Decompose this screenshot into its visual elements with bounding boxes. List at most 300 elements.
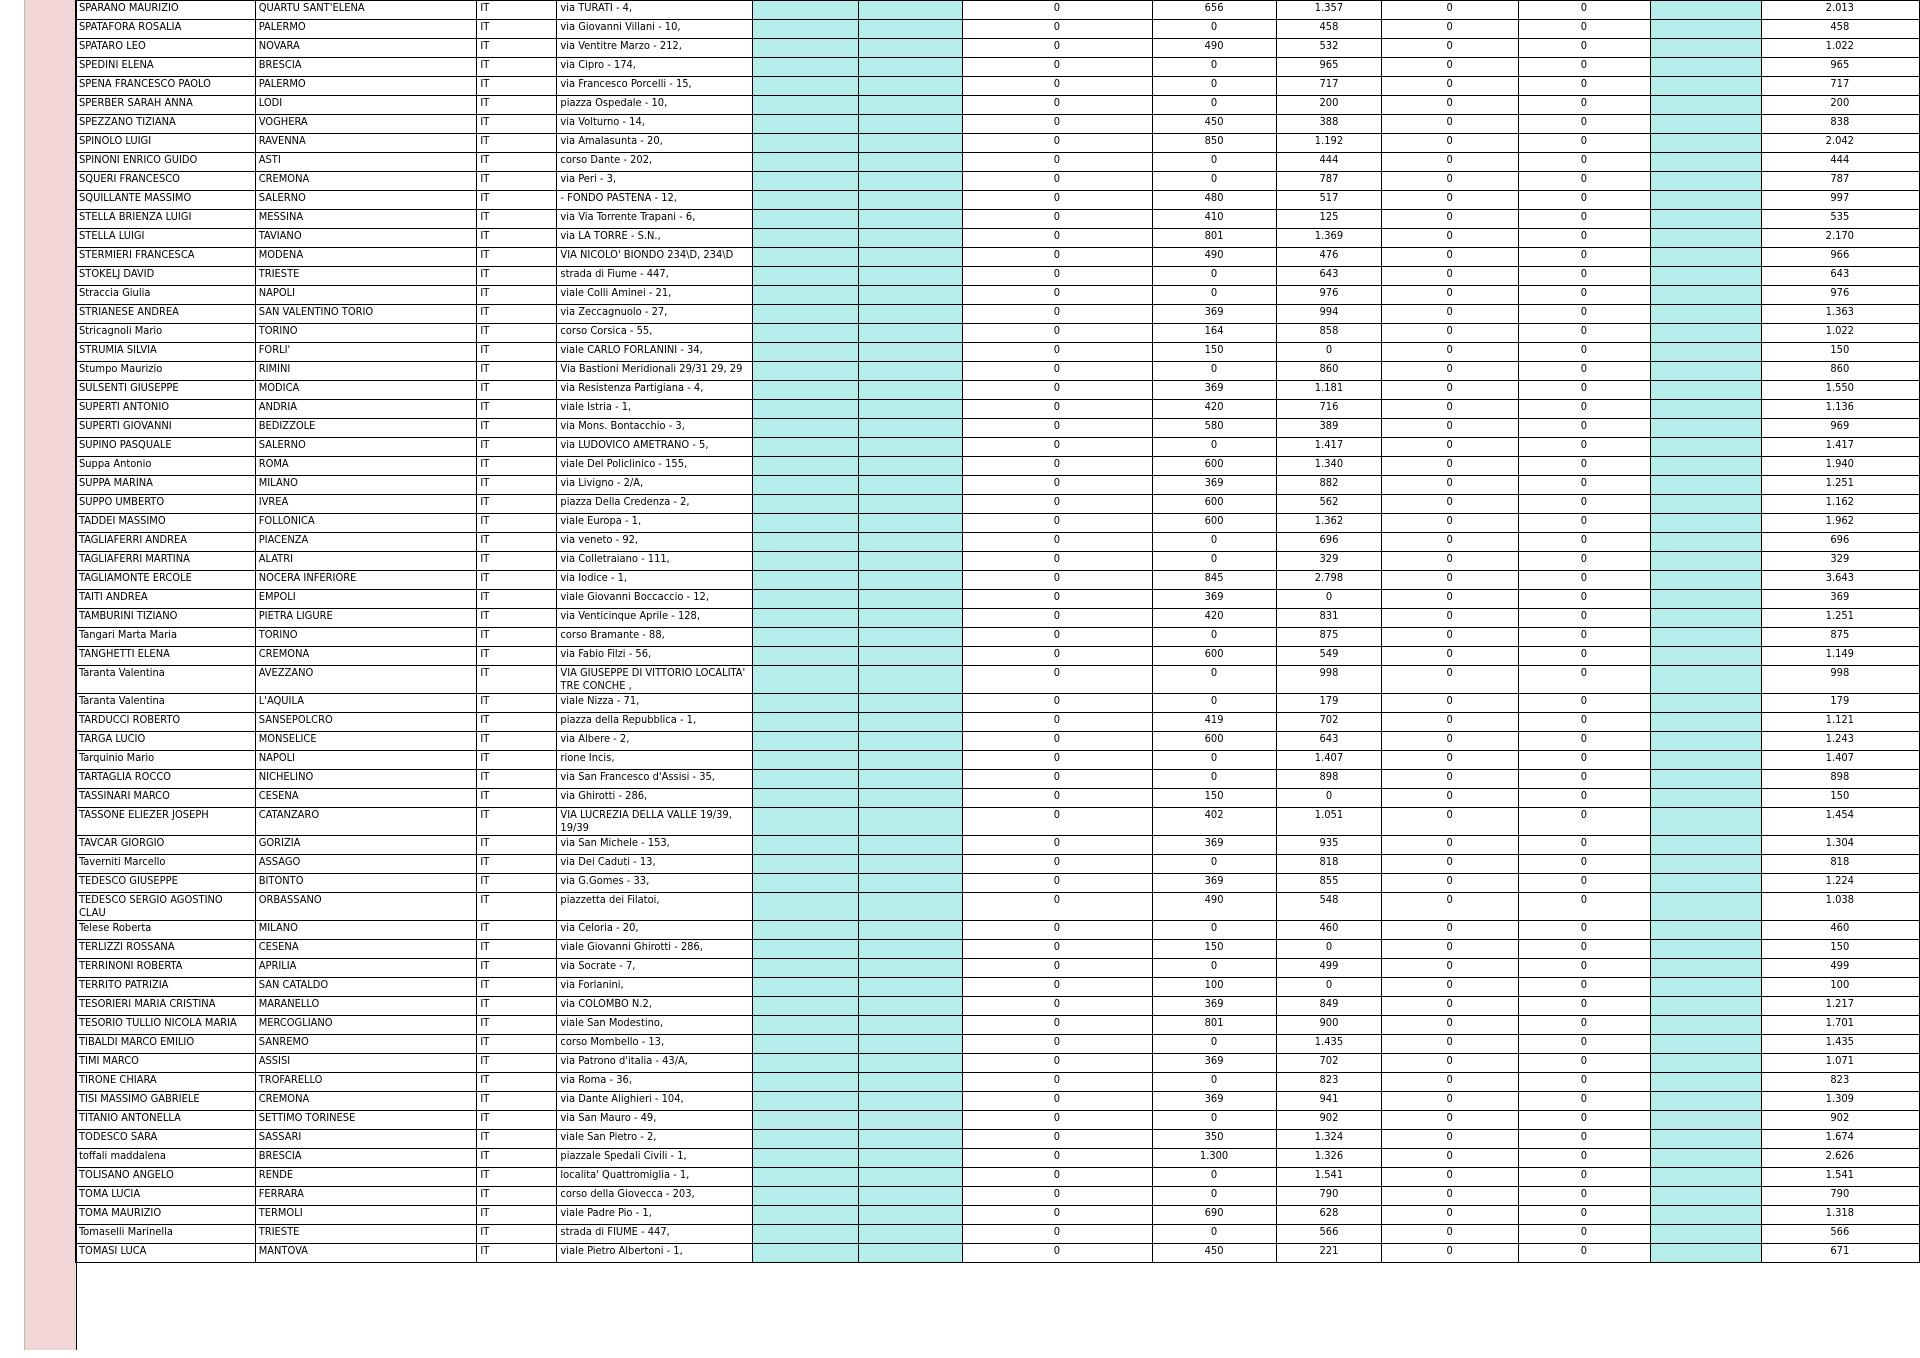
cell-highlight: [1651, 210, 1762, 229]
cell-highlight: [752, 997, 858, 1016]
cell-total: 1.454: [1761, 808, 1919, 836]
cell-country: IT: [477, 1035, 557, 1054]
cell-total: 1.962: [1761, 514, 1919, 533]
cell-value-b: 0: [1152, 1035, 1277, 1054]
cell-address: via Colletraiano - 111,: [557, 552, 752, 571]
cell-highlight: [1651, 590, 1762, 609]
cell-value-e: 0: [1518, 1244, 1650, 1263]
cell-value-d: 0: [1382, 1225, 1518, 1244]
cell-highlight: [1651, 1054, 1762, 1073]
cell-value-b: 420: [1152, 400, 1277, 419]
cell-value-e: 0: [1518, 855, 1650, 874]
cell-highlight: [1651, 571, 1762, 590]
cell-value-a: 0: [963, 921, 1153, 940]
cell-address: viale Giovanni Boccaccio - 12,: [557, 590, 752, 609]
cell-value-a: 0: [963, 713, 1153, 732]
cell-highlight: [1651, 495, 1762, 514]
cell-highlight: [1651, 732, 1762, 751]
table-row: [76, 1035, 1920, 1054]
cell-name: SQUILLANTE MASSIMO: [76, 191, 256, 210]
cell-city: BITONTO: [255, 874, 477, 893]
cell-name: SUPPA MARINA: [76, 476, 256, 495]
cell-highlight: [858, 940, 963, 959]
cell-value-b: 0: [1152, 533, 1277, 552]
table-row: [76, 419, 1920, 438]
cell-value-e: 0: [1518, 874, 1650, 893]
cell-value-e: 0: [1518, 96, 1650, 115]
cell-highlight: [752, 96, 858, 115]
cell-value-e: 0: [1518, 1073, 1650, 1092]
cell-address: via veneto - 92,: [557, 533, 752, 552]
cell-value-e: 0: [1518, 495, 1650, 514]
cell-city: TROFARELLO: [255, 1073, 477, 1092]
cell-value-c: 702: [1277, 1054, 1382, 1073]
cell-highlight: [1651, 959, 1762, 978]
cell-value-b: 420: [1152, 609, 1277, 628]
cell-country: IT: [477, 495, 557, 514]
cell-value-d: 0: [1382, 959, 1518, 978]
cell-value-c: 476: [1277, 248, 1382, 267]
cell-total: 787: [1761, 172, 1919, 191]
cell-highlight: [752, 419, 858, 438]
cell-value-a: 0: [963, 1054, 1153, 1073]
cell-value-d: 0: [1382, 552, 1518, 571]
cell-highlight: [858, 1187, 963, 1206]
cell-city: TRIESTE: [255, 1225, 477, 1244]
cell-total: 717: [1761, 77, 1919, 96]
cell-address: via Resistenza Partigiana - 4,: [557, 381, 752, 400]
cell-value-e: 0: [1518, 343, 1650, 362]
cell-value-e: 0: [1518, 153, 1650, 172]
cell-highlight: [858, 732, 963, 751]
cell-value-e: 0: [1518, 590, 1650, 609]
cell-highlight: [1651, 808, 1762, 836]
cell-name: TARTAGLIA ROCCO: [76, 770, 256, 789]
cell-city: NOCERA INFERIORE: [255, 571, 477, 590]
cell-name: TEDESCO GIUSEPPE: [76, 874, 256, 893]
table-row: [76, 153, 1920, 172]
cell-value-e: 0: [1518, 229, 1650, 248]
cell-country: IT: [477, 789, 557, 808]
cell-total: 1.701: [1761, 1016, 1919, 1035]
cell-name: SPATARO LEO: [76, 39, 256, 58]
cell-value-b: 369: [1152, 874, 1277, 893]
cell-value-d: 0: [1382, 229, 1518, 248]
cell-highlight: [858, 305, 963, 324]
cell-total: 2.170: [1761, 229, 1919, 248]
cell-value-a: 0: [963, 77, 1153, 96]
cell-value-d: 0: [1382, 457, 1518, 476]
cell-address: corso Mombello - 13,: [557, 1035, 752, 1054]
cell-highlight: [858, 191, 963, 210]
cell-value-d: 0: [1382, 1130, 1518, 1149]
cell-name: STELLA BRIENZA LUIGI: [76, 210, 256, 229]
cell-total: 838: [1761, 115, 1919, 134]
cell-address: piazza Ospedale - 10,: [557, 96, 752, 115]
cell-value-b: 0: [1152, 694, 1277, 713]
cell-country: IT: [477, 191, 557, 210]
cell-highlight: [752, 940, 858, 959]
cell-value-d: 0: [1382, 1187, 1518, 1206]
cell-city: TAVIANO: [255, 229, 477, 248]
cell-city: BEDIZZOLE: [255, 419, 477, 438]
cell-highlight: [858, 229, 963, 248]
cell-highlight: [1651, 666, 1762, 694]
cell-highlight: [858, 210, 963, 229]
cell-value-e: 0: [1518, 751, 1650, 770]
cell-value-c: 2.798: [1277, 571, 1382, 590]
cell-country: IT: [477, 1149, 557, 1168]
cell-name: TOMASI LUCA: [76, 1244, 256, 1263]
cell-address: VIA NICOLO' BIONDO 234\D, 234\D: [557, 248, 752, 267]
cell-value-a: 0: [963, 874, 1153, 893]
cell-address: via TURATI - 4,: [557, 1, 752, 20]
table-row: [76, 381, 1920, 400]
table-row: [76, 978, 1920, 997]
cell-total: 1.435: [1761, 1035, 1919, 1054]
cell-highlight: [1651, 1073, 1762, 1092]
cell-total: 200: [1761, 96, 1919, 115]
cell-highlight: [1651, 514, 1762, 533]
cell-highlight: [752, 1073, 858, 1092]
cell-highlight: [752, 732, 858, 751]
table-row: [76, 571, 1920, 590]
cell-value-e: 0: [1518, 305, 1650, 324]
cell-highlight: [1651, 96, 1762, 115]
cell-city: NOVARA: [255, 39, 477, 58]
cell-value-d: 0: [1382, 400, 1518, 419]
cell-value-b: 0: [1152, 172, 1277, 191]
table-row: [76, 343, 1920, 362]
cell-value-d: 0: [1382, 1, 1518, 20]
table-row: [76, 210, 1920, 229]
cell-value-d: 0: [1382, 1168, 1518, 1187]
cell-total: 179: [1761, 694, 1919, 713]
cell-total: 566: [1761, 1225, 1919, 1244]
cell-total: 1.417: [1761, 438, 1919, 457]
cell-highlight: [752, 628, 858, 647]
cell-city: L'AQUILA: [255, 694, 477, 713]
cell-city: CREMONA: [255, 1092, 477, 1111]
cell-highlight: [1651, 694, 1762, 713]
cell-value-b: 369: [1152, 1054, 1277, 1073]
cell-city: MARANELLO: [255, 997, 477, 1016]
cell-highlight: [1651, 1187, 1762, 1206]
cell-highlight: [752, 1035, 858, 1054]
left-margin-band: [24, 0, 77, 1350]
cell-value-d: 0: [1382, 514, 1518, 533]
table-row: [76, 457, 1920, 476]
cell-highlight: [858, 495, 963, 514]
table-row: [76, 1149, 1920, 1168]
cell-city: AVEZZANO: [255, 666, 477, 694]
cell-name: SPINOLO LUIGI: [76, 134, 256, 153]
cell-value-d: 0: [1382, 808, 1518, 836]
cell-city: BRESCIA: [255, 58, 477, 77]
cell-highlight: [1651, 978, 1762, 997]
table-row: [76, 1073, 1920, 1092]
cell-highlight: [752, 571, 858, 590]
table-row: [76, 533, 1920, 552]
cell-name: TAGLIAMONTE ERCOLE: [76, 571, 256, 590]
cell-highlight: [858, 978, 963, 997]
cell-value-e: 0: [1518, 1016, 1650, 1035]
cell-address: via Livigno - 2/A,: [557, 476, 752, 495]
cell-value-c: 898: [1277, 770, 1382, 789]
cell-name: STOKELJ DAVID: [76, 267, 256, 286]
cell-value-e: 0: [1518, 1225, 1650, 1244]
cell-country: IT: [477, 381, 557, 400]
cell-highlight: [1651, 343, 1762, 362]
cell-value-c: 221: [1277, 1244, 1382, 1263]
cell-value-d: 0: [1382, 893, 1518, 921]
cell-highlight: [1651, 305, 1762, 324]
cell-value-e: 0: [1518, 191, 1650, 210]
cell-name: TESORIERI MARIA CRISTINA: [76, 997, 256, 1016]
cell-address: viale Giovanni Ghirotti - 286,: [557, 940, 752, 959]
cell-value-e: 0: [1518, 1111, 1650, 1130]
cell-value-e: 0: [1518, 514, 1650, 533]
cell-value-e: 0: [1518, 1092, 1650, 1111]
cell-value-c: 882: [1277, 476, 1382, 495]
cell-value-a: 0: [963, 210, 1153, 229]
cell-address: via Dei Caduti - 13,: [557, 855, 752, 874]
table-body: [76, 1, 1920, 1263]
cell-highlight: [1651, 855, 1762, 874]
cell-highlight: [858, 571, 963, 590]
cell-country: IT: [477, 713, 557, 732]
cell-total: 1.318: [1761, 1206, 1919, 1225]
cell-value-e: 0: [1518, 666, 1650, 694]
cell-address: via Ghirotti - 286,: [557, 789, 752, 808]
cell-country: IT: [477, 666, 557, 694]
cell-country: IT: [477, 362, 557, 381]
cell-address: via Celoria - 20,: [557, 921, 752, 940]
cell-country: IT: [477, 1111, 557, 1130]
cell-value-a: 0: [963, 855, 1153, 874]
cell-value-d: 0: [1382, 438, 1518, 457]
table-row: [76, 1244, 1920, 1263]
cell-name: SUPINO PASQUALE: [76, 438, 256, 457]
cell-total: 2.042: [1761, 134, 1919, 153]
cell-name: TEDESCO SERGIO AGOSTINO CLAU: [76, 893, 256, 921]
cell-country: IT: [477, 438, 557, 457]
cell-value-e: 0: [1518, 1035, 1650, 1054]
cell-highlight: [1651, 1016, 1762, 1035]
cell-city: CATANZARO: [255, 808, 477, 836]
cell-city: PALERMO: [255, 77, 477, 96]
table-row: [76, 1206, 1920, 1225]
cell-highlight: [752, 713, 858, 732]
cell-highlight: [1651, 172, 1762, 191]
cell-value-c: 818: [1277, 855, 1382, 874]
cell-country: IT: [477, 855, 557, 874]
cell-highlight: [858, 58, 963, 77]
cell-highlight: [1651, 836, 1762, 855]
cell-country: IT: [477, 770, 557, 789]
cell-city: TERMOLI: [255, 1206, 477, 1225]
cell-total: 860: [1761, 362, 1919, 381]
cell-value-d: 0: [1382, 172, 1518, 191]
cell-value-d: 0: [1382, 115, 1518, 134]
cell-highlight: [752, 115, 858, 134]
cell-value-d: 0: [1382, 476, 1518, 495]
cell-highlight: [858, 770, 963, 789]
cell-country: IT: [477, 808, 557, 836]
cell-highlight: [1651, 457, 1762, 476]
cell-value-a: 0: [963, 1206, 1153, 1225]
cell-total: 1.038: [1761, 893, 1919, 921]
cell-address: piazzetta dei Filatoi,: [557, 893, 752, 921]
cell-highlight: [858, 609, 963, 628]
cell-name: TIMI MARCO: [76, 1054, 256, 1073]
cell-highlight: [752, 1130, 858, 1149]
cell-total: 1.363: [1761, 305, 1919, 324]
cell-value-a: 0: [963, 153, 1153, 172]
cell-total: 1.121: [1761, 713, 1919, 732]
cell-highlight: [858, 1225, 963, 1244]
cell-name: TAMBURINI TIZIANO: [76, 609, 256, 628]
cell-country: IT: [477, 1168, 557, 1187]
cell-value-b: 490: [1152, 39, 1277, 58]
cell-country: IT: [477, 893, 557, 921]
table-row: [76, 305, 1920, 324]
cell-value-d: 0: [1382, 694, 1518, 713]
cell-name: STRIANESE ANDREA: [76, 305, 256, 324]
cell-value-e: 0: [1518, 921, 1650, 940]
cell-value-d: 0: [1382, 855, 1518, 874]
cell-highlight: [858, 96, 963, 115]
cell-value-e: 0: [1518, 58, 1650, 77]
cell-total: 898: [1761, 770, 1919, 789]
cell-name: SPINONI ENRICO GUIDO: [76, 153, 256, 172]
cell-value-a: 0: [963, 647, 1153, 666]
cell-highlight: [858, 400, 963, 419]
cell-total: 1.071: [1761, 1054, 1919, 1073]
cell-total: 818: [1761, 855, 1919, 874]
cell-value-a: 0: [963, 457, 1153, 476]
cell-value-d: 0: [1382, 770, 1518, 789]
cell-value-e: 0: [1518, 438, 1650, 457]
cell-value-b: 0: [1152, 959, 1277, 978]
cell-highlight: [1651, 1149, 1762, 1168]
cell-value-e: 0: [1518, 1130, 1650, 1149]
cell-city: SANSEPOLCRO: [255, 713, 477, 732]
cell-address: viale Padre Pio - 1,: [557, 1206, 752, 1225]
cell-value-a: 0: [963, 959, 1153, 978]
cell-value-d: 0: [1382, 1111, 1518, 1130]
table-row: [76, 267, 1920, 286]
cell-value-b: 0: [1152, 362, 1277, 381]
cell-city: ASSAGO: [255, 855, 477, 874]
cell-highlight: [858, 666, 963, 694]
cell-value-b: 369: [1152, 476, 1277, 495]
cell-name: STERMIERI FRANCESCA: [76, 248, 256, 267]
cell-value-b: 0: [1152, 267, 1277, 286]
cell-value-c: 1.417: [1277, 438, 1382, 457]
cell-value-d: 0: [1382, 248, 1518, 267]
cell-highlight: [752, 647, 858, 666]
cell-value-d: 0: [1382, 571, 1518, 590]
cell-city: SAN CATALDO: [255, 978, 477, 997]
cell-address: via Peri - 3,: [557, 172, 752, 191]
cell-name: SPATAFORA ROSALIA: [76, 20, 256, 39]
table-row: [76, 362, 1920, 381]
cell-highlight: [858, 381, 963, 400]
cell-address: VIA GIUSEPPE DI VITTORIO LOCALITA' TRE CONCHE ,: [557, 666, 752, 694]
cell-value-e: 0: [1518, 770, 1650, 789]
cell-country: IT: [477, 267, 557, 286]
cell-value-a: 0: [963, 694, 1153, 713]
cell-name: TAITI ANDREA: [76, 590, 256, 609]
cell-address: viale Nizza - 71,: [557, 694, 752, 713]
cell-value-a: 0: [963, 229, 1153, 248]
cell-highlight: [752, 362, 858, 381]
cell-highlight: [1651, 115, 1762, 134]
cell-value-a: 0: [963, 419, 1153, 438]
cell-value-d: 0: [1382, 1016, 1518, 1035]
cell-highlight: [752, 324, 858, 343]
cell-value-e: 0: [1518, 552, 1650, 571]
cell-value-e: 0: [1518, 286, 1650, 305]
cell-value-a: 0: [963, 1035, 1153, 1054]
cell-total: 150: [1761, 940, 1919, 959]
cell-address: via San Michele - 153,: [557, 836, 752, 855]
cell-total: 150: [1761, 789, 1919, 808]
cell-total: 671: [1761, 1244, 1919, 1263]
cell-value-e: 0: [1518, 694, 1650, 713]
cell-total: 1.251: [1761, 476, 1919, 495]
cell-value-e: 0: [1518, 248, 1650, 267]
cell-address: via Venticinque Aprile - 128,: [557, 609, 752, 628]
cell-value-c: 823: [1277, 1073, 1382, 1092]
cell-name: TASSINARI MARCO: [76, 789, 256, 808]
cell-highlight: [858, 514, 963, 533]
cell-value-a: 0: [963, 1187, 1153, 1206]
cell-value-b: 0: [1152, 153, 1277, 172]
cell-total: 1.674: [1761, 1130, 1919, 1149]
cell-highlight: [858, 77, 963, 96]
cell-highlight: [752, 609, 858, 628]
cell-address: piazzale Spedali Civili - 1,: [557, 1149, 752, 1168]
cell-value-a: 0: [963, 808, 1153, 836]
cell-highlight: [858, 248, 963, 267]
table-row: [76, 751, 1920, 770]
cell-address: via San Francesco d'Assisi - 35,: [557, 770, 752, 789]
cell-city: MODICA: [255, 381, 477, 400]
cell-value-c: 329: [1277, 552, 1382, 571]
cell-address: via Forlanini,: [557, 978, 752, 997]
cell-highlight: [752, 438, 858, 457]
cell-address: strada di Fiume - 447,: [557, 267, 752, 286]
cell-city: FOLLONICA: [255, 514, 477, 533]
cell-value-e: 0: [1518, 836, 1650, 855]
cell-highlight: [858, 1054, 963, 1073]
cell-country: IT: [477, 514, 557, 533]
cell-total: 1.304: [1761, 836, 1919, 855]
table-row: [76, 552, 1920, 571]
cell-total: 969: [1761, 419, 1919, 438]
cell-country: IT: [477, 1054, 557, 1073]
cell-highlight: [1651, 1206, 1762, 1225]
cell-value-b: 600: [1152, 495, 1277, 514]
cell-value-b: 150: [1152, 789, 1277, 808]
cell-total: 1.251: [1761, 609, 1919, 628]
cell-value-d: 0: [1382, 153, 1518, 172]
cell-value-a: 0: [963, 115, 1153, 134]
cell-value-a: 0: [963, 362, 1153, 381]
cell-city: MONSELICE: [255, 732, 477, 751]
